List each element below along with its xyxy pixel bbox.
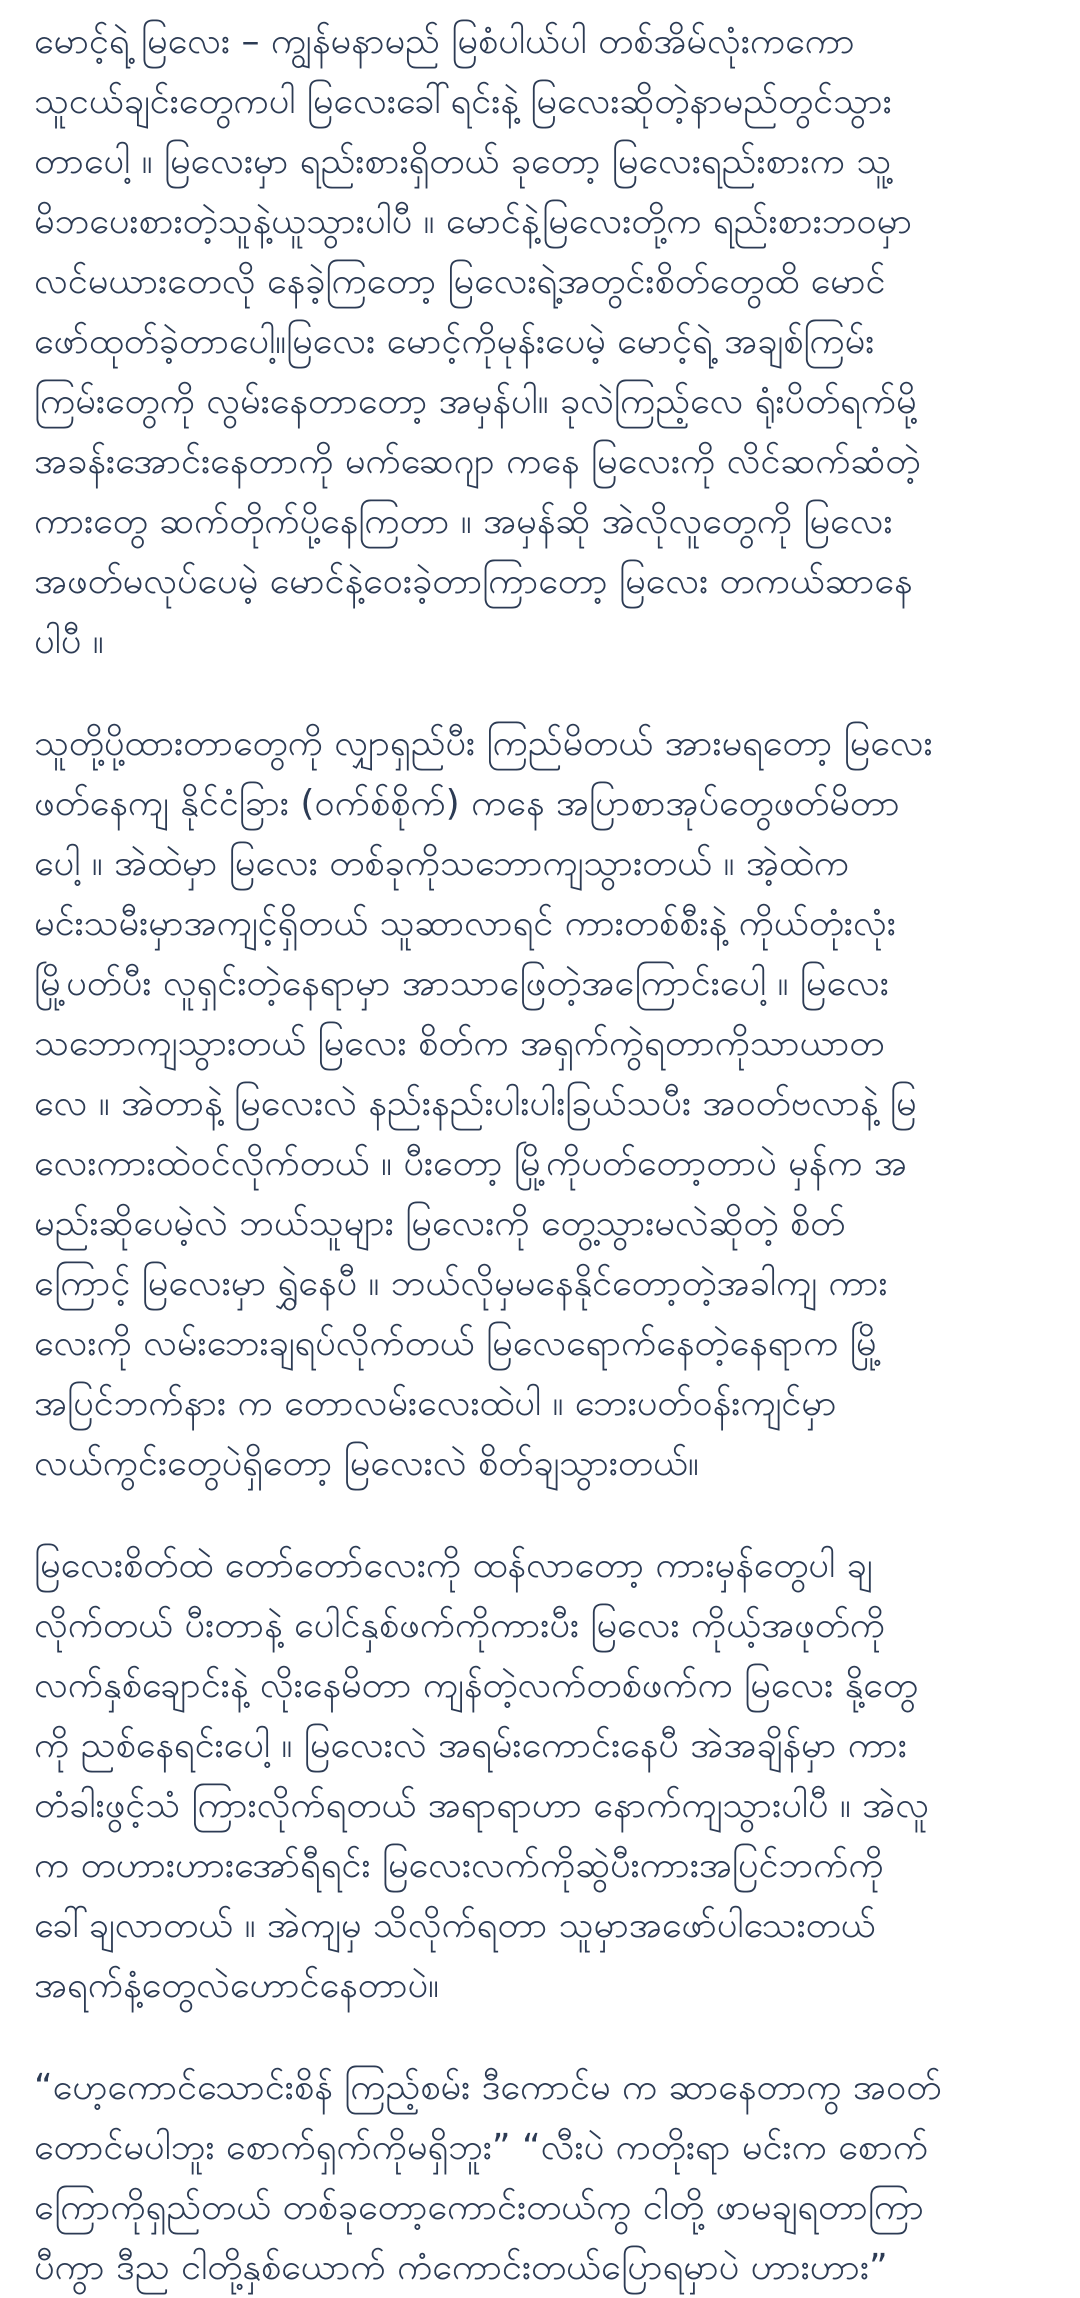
text-line: လေးကို လမ်းဘေးချရပ်လိုက်တယ် မြလေရောက်နေတဲ့နေရာက မြို့ [34, 1323, 882, 1364]
text-line: တောင်မပါဘူး စောက်ရှက်ကိုမရှိဘူး” “လီးပဲ ကတိုးရာ မင်းက စောက် [34, 2127, 929, 2168]
text-line: မိဘပေးစားတဲ့သူနဲ့ယူသွားပါပီ ။ မောင်နဲ့မြလေးတို့က ရည်းစားဘဝမှာ [34, 201, 913, 242]
text-line: ဖော်ထုတ်ခဲ့တာပေါ့။မြလေး မောင့်ကိုမုန်းပေမဲ့ မောင့်ရဲ့ အချစ်ကြမ်း [34, 321, 875, 362]
text-line: သူတို့ပို့ထားတာတွေကို လျှာရှည်ပီး ကြည်မိတယ် အားမရတော့ မြလေး [34, 723, 933, 764]
text-line: ကြောကိုရှည်တယ် တစ်ခုတော့ကောင်းတယ်ကွ ငါတို့ ဖာမချရတာကြာ [34, 2187, 924, 2228]
paragraph-3 [34, 1536, 1046, 2016]
text-line: မောင့်ရဲ့ မြလေး – ကျွန်မနာမည် မြစံပါယ်ပါ တစ်အိမ်လုံးကကော [34, 21, 855, 62]
paragraph-1 [34, 12, 1046, 672]
text-line: မင်းသမီးမှာအကျင့်ရှိတယ် သူဆာလာရင် ကားတစ်စီးနဲ့ ကိုယ်တုံးလုံး [34, 903, 896, 944]
text-line: တံခါးဖွင့်သံ ကြားလိုက်ရတယ် အရာရာဟာ နောက်ကျသွားပါပီ ။ အဲလူ [34, 1785, 929, 1826]
text-line: လေ ။ အဲတာနဲ့ မြလေးလဲ နည်းနည်းပါးပါးခြယ်သပီး အဝတ်ဗလာနဲ့ မြ [34, 1083, 917, 1124]
text-line: ကြောင့် မြလေးမှာ ရွှဲနေပီ ။ ဘယ်လိုမှမနေနိုင်တော့တဲ့အခါကျ ကား [34, 1263, 888, 1304]
text-line: ကြမ်းတွေကို လွမ်းနေတာတော့ အမှန်ပါ။ ခုလဲကြည့်လေ ရုံးပိတ်ရက်မို့ [34, 381, 917, 422]
text-line: လယ်ကွင်းတွေပဲရှိတော့ မြလေးလဲ စိတ်ချသွားတယ်။ [34, 1443, 699, 1484]
text-line: က တဟားဟားအော်ရီရင်း မြလေးလက်ကိုဆွဲပီးကားအပြင်ဘက်ကို [34, 1845, 884, 1886]
text-line: လက်နှစ်ချောင်းနဲ့ လိုးနေမိတာ ကျန်တဲ့လက်တစ်ဖက်က မြလေး နို့တွေ [34, 1665, 918, 1706]
text-line: သူငယ်ချင်းတွေကပါ မြလေးခေါ်ရင်းနဲ့ မြလေးဆိုတဲ့နာမည်တွင်သွား [34, 81, 892, 122]
text-line: အဖတ်မလုပ်ပေမဲ့ မောင်နဲ့ဝေးခဲ့တာကြာတော့ မြလေး တကယ်ဆာနေ [34, 561, 913, 602]
text-line: ကားတွေ ဆက်တိုက်ပို့နေကြတာ ။ အမှန်ဆို အဲလိုလူတွေကို မြလေး [34, 501, 893, 542]
text-line: ပေါ့ ။ အဲထဲမှာ မြလေး တစ်ခုကိုသဘောကျသွားတယ် ။ အဲ့ထဲက [34, 843, 849, 884]
paragraph-4 [34, 2058, 1046, 2298]
text-line: မည်းဆိုပေမဲ့လဲ ဘယ်သူများ မြလေးကို တွေ့သွားမလဲဆိုတဲ့ စိတ် [34, 1203, 846, 1244]
text-line: အရက်နံ့တွေလဲဟောင်နေတာပဲ။ [34, 1965, 439, 2006]
text-line: အခန်းအောင်းနေတာကို မက်ဆေဂျာ ကနေ မြလေးကို လိင်ဆက်ဆံတဲ့ [34, 441, 921, 482]
text-line: ဖတ်နေကျ နိုင်ငံခြား (ဝက်စ်စိုက်) ကနေ အပြာစာအုပ်တွေဖတ်မိတာ [34, 783, 900, 824]
text-line: လိုက်တယ် ပီးတာနဲ့ ပေါင်နှစ်ဖက်ကိုကားပီး မြလေး ကိုယ့်အဖုတ်ကို [34, 1605, 885, 1646]
text-line: တာပေါ့ ။ မြလေးမှာ ရည်းစားရှိတယ် ခုတော့ မြလေးရည်းစားက သူ့ [34, 141, 892, 182]
text-line: “ဟေ့ကောင်သောင်းစိန် ကြည့်စမ်း ဒီကောင်မ က ဆာနေတာကွ အဝတ် [34, 2067, 942, 2108]
text-line: မြလေးစိတ်ထဲ တော်တော်လေးကို ထန်လာတော့ ကားမှန်တွေပါ ချ [34, 1545, 873, 1586]
paragraph-2 [34, 714, 1046, 1494]
text-line: လင်မယားတေလို နေခဲ့ကြတော့ မြလေးရဲ့အတွင်းစိတ်တွေထိ မောင် [34, 261, 886, 302]
text-line: မြို့ပတ်ပီး လူရှင်းတဲ့နေရာမှာ အာသာဖြေတဲ့အကြောင်းပေါ့ ။ မြလေး [34, 963, 889, 1004]
text-line: အပြင်ဘက်နား က တောလမ်းလေးထဲပါ ။ ဘေးပတ်ဝန်းကျင်မှာ [34, 1383, 837, 1424]
text-line: သဘောကျသွားတယ် မြလေး စိတ်က အရှက်ကွဲရတာကိုသာယာတ [34, 1023, 885, 1064]
text-line: လေးကားထဲဝင်လိုက်တယ် ။ ပီးတော့ မြို့ကိုပတ်တော့တာပဲ မှန်က အ [34, 1143, 907, 1184]
text-line: ကို ညစ်နေရင်းပေါ့ ။ မြလေးလဲ အရမ်းကောင်းနေပီ အဲအချိန်မှာ ကား [34, 1725, 907, 1766]
text-line clipped: ပီကွာ ဒီည ငါတို့နှစ်ယောက် ကံကောင်းတယ်ပြောရမှာပဲ ဟားဟား” [34, 2247, 888, 2288]
text-line: ခေါ်ချလာတယ် ။ အဲကျမှ သိလိုက်ရတာ သူမှာအဖော်ပါသေးတယ် [34, 1905, 876, 1946]
text-line: ပါပီ ။ [34, 621, 104, 662]
